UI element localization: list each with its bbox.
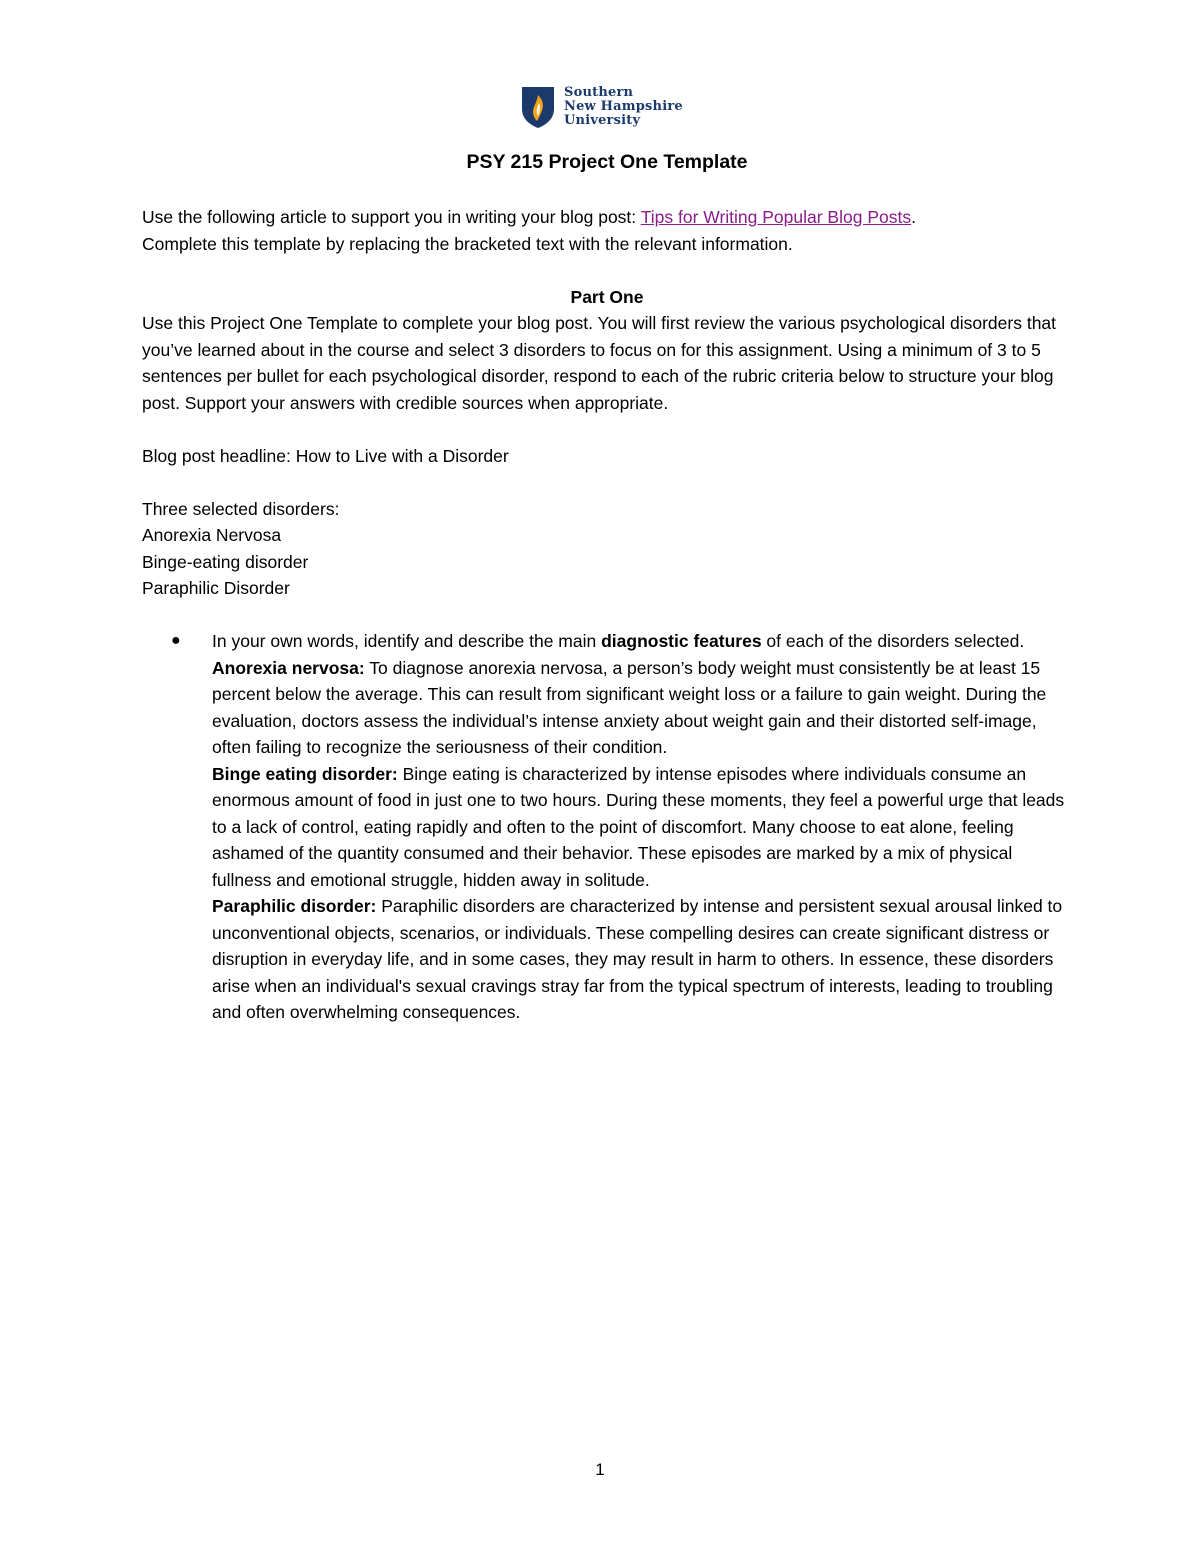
page-number: 1 xyxy=(595,1460,605,1479)
diagnostic-binge-eating: Binge eating disorder: Binge eating is characterized by intense episodes where individuals consume an enormous amount of food in just one to two hours. During these moments, they feel a powerful urge that leads to a lack of control, eating rapidly and often to the point of discomfort. Many choose to eat alone, feeling ashamed of the quantity consumed and their behavior. These episodes are marked by a mix of physical fullness and emotional struggle, hidden away in solitude. xyxy=(212,763,1065,890)
selected-disorder-3: Paraphilic Disorder xyxy=(142,578,290,598)
document-body xyxy=(142,148,1072,1026)
diagnostic-anorexia: Anorexia nervosa: To diagnose anorexia nervosa, a person’s body weight must consistently be at least 15 percent below the average. This can result from significant weight loss or a failure to gain weight. During the evaluation, doctors assess the individual’s intense anxiety about weight gain and their distorted self-image, often failing to recognize the seriousness of their condition. xyxy=(212,657,1047,757)
intro-instructions: Complete this template by replacing the bracketed text with the relevant information. xyxy=(142,233,793,254)
selected-disorder-2: Binge-eating disorder xyxy=(142,551,309,572)
part-one-heading: Part One xyxy=(570,286,644,307)
blog-headline: Blog post headline: How to Live with a Disorder xyxy=(142,445,509,466)
selected-disorders-label: Three selected disorders: xyxy=(142,498,340,519)
diagnostic-paraphilic: Paraphilic disorder: Paraphilic disorders are characterized by intense and persistent sexual arousal linked to unconventional objects, scenarios, or individuals. These compelling desires can create significant distress or disruption in everyday life, and in some cases, they may result in harm to others. In essence, these disorders arise when an individual's sexual cravings stray far from the typical spectrum of interests, leading to troubling and often overwhelming consequences. xyxy=(212,896,1063,1022)
rubric-bullet-list xyxy=(142,628,1072,1026)
intro-period: . xyxy=(911,207,916,227)
rubric-prompt: In your own words, identify and describe the main diagnostic features of each of the disorders selected. xyxy=(212,631,1025,651)
bullet-icon: ● xyxy=(171,632,181,649)
logo-line-1: Southern xyxy=(564,85,634,100)
blog-tips-link[interactable]: Tips for Writing Popular Blog Posts xyxy=(640,207,912,227)
selected-disorder-1: Anorexia Nervosa xyxy=(142,525,282,545)
shield-flame-icon xyxy=(520,85,556,129)
logo-line-3: University xyxy=(564,113,641,128)
logo-line-2: New Hampshire xyxy=(564,99,683,114)
university-logo xyxy=(520,85,683,129)
page-title: PSY 215 Project One Template xyxy=(466,151,748,173)
part-one-paragraph: Use this Project One Template to complete your blog post. You will first review the various psychological disorders that you’ve learned about in the course and select 3 disorders to focus on for this assignment. Using a minimum of 3 to 5 sentences per bullet for each psychological disorder, respond to each of the rubric criteria below to structure your blog post. Support your answers with credible sources when appropriate. xyxy=(142,313,1057,413)
intro-text: Use the following article to support you in writing your blog post: xyxy=(142,207,641,227)
intro-paragraph xyxy=(142,204,1072,231)
logo-wordmark xyxy=(564,86,683,128)
list-item xyxy=(142,628,1072,1026)
